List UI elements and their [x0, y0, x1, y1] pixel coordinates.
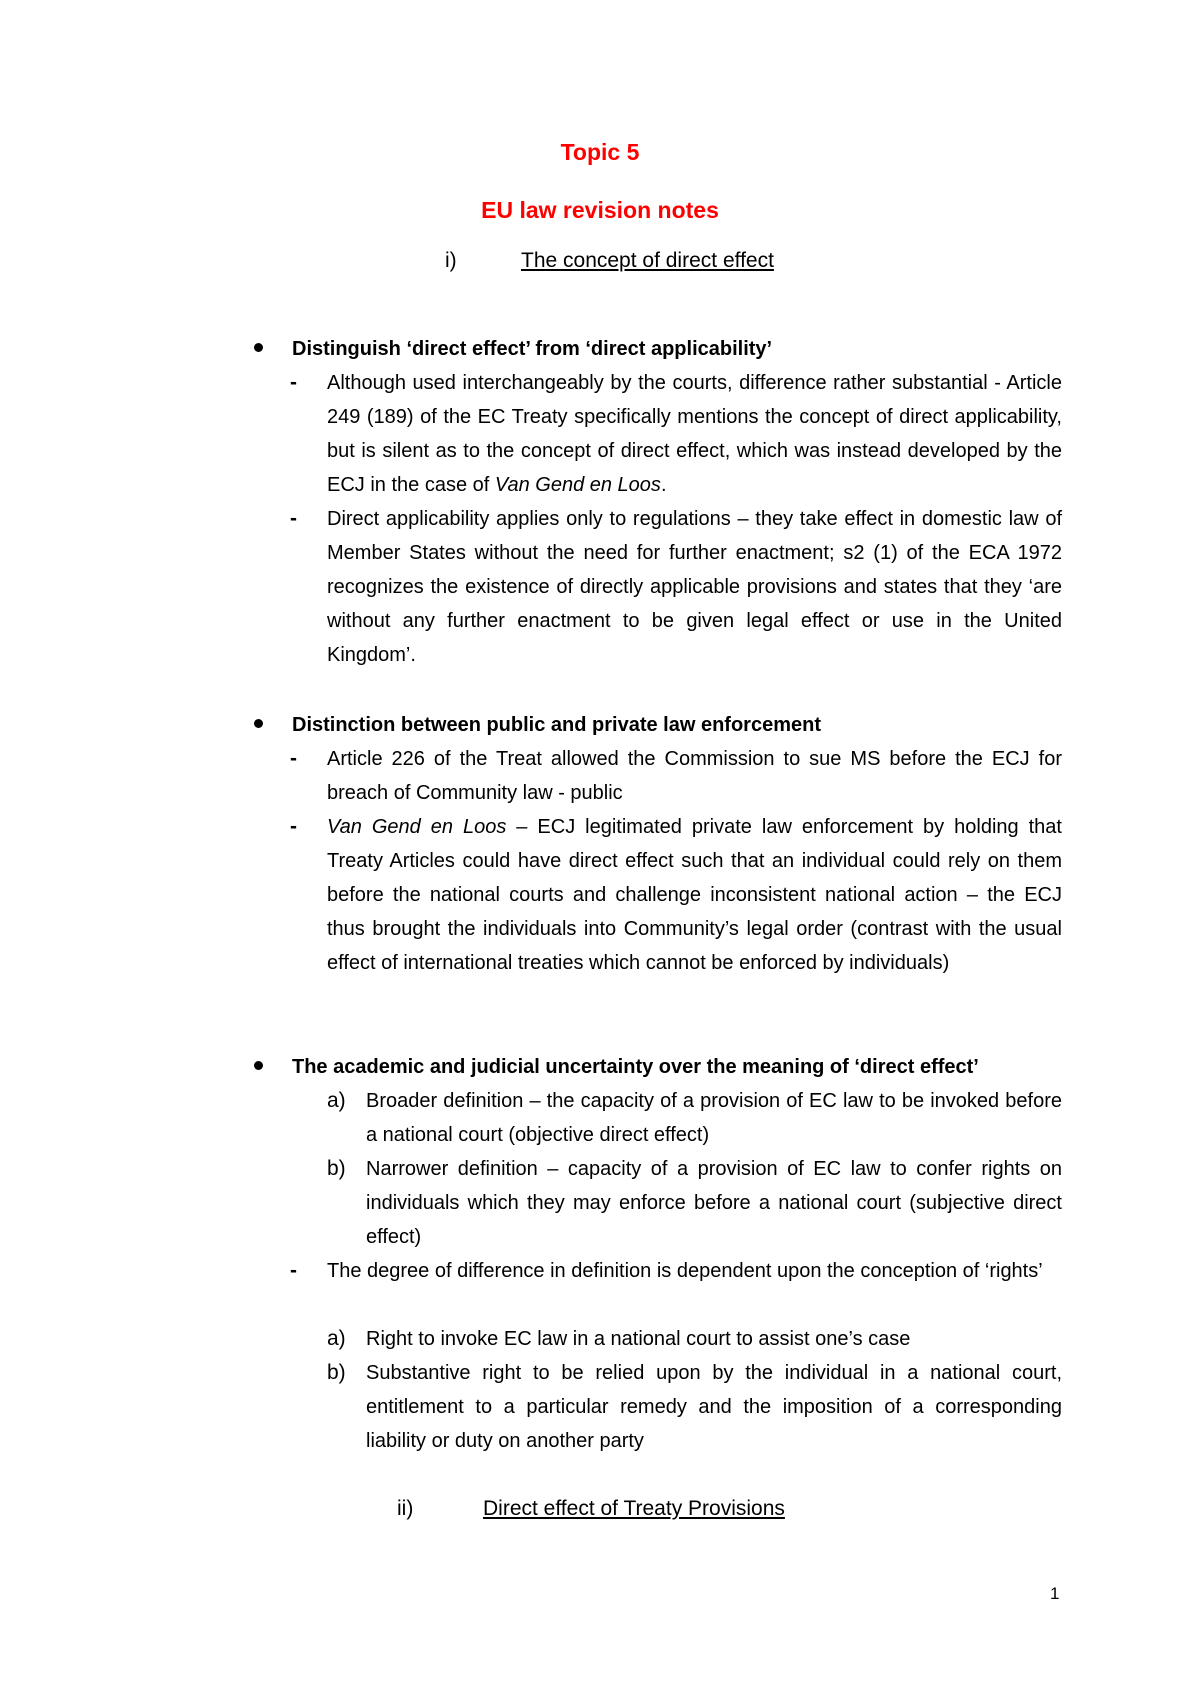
- page-number: 1: [1050, 1584, 1060, 1603]
- letter-marker: b): [327, 1361, 346, 1384]
- list-item: Broader definition – the capacity of a provision of EC law to be invoked before a national court (objective direct effect): [366, 1090, 1062, 1146]
- dash-marker: -: [290, 815, 297, 838]
- bullet-heading: Distinction between public and private law enforcement: [292, 714, 821, 736]
- letter-marker: a): [327, 1089, 346, 1112]
- list-item: [327, 810, 1062, 980]
- item-text: – ECJ legitimated private law enforcement by holding that Treaty Articles could have direct effect such that an individual could rely on them before the national courts and challenge inconsistent national action – the ECJ thus brought the individuals into Community’s legal order (contrast with the usual effect of international treaties which cannot be enforced by individuals): [327, 816, 1062, 974]
- list-item: Substantive right to be relied upon by the individual in a national court, entitlement to a particular remedy and the imposition of a corresponding liability or duty on another party: [366, 1362, 1062, 1452]
- list-item: Article 226 of the Treat allowed the Commission to sue MS before the ECJ for breach of Community law - public: [327, 748, 1062, 804]
- section-number: i): [445, 249, 457, 272]
- list-item: [327, 366, 1062, 502]
- list-item: Right to invoke EC law in a national court to assist one’s case: [366, 1328, 911, 1350]
- section-number: ii): [397, 1497, 414, 1520]
- bullet-icon: [254, 1061, 263, 1070]
- list-item: Narrower definition – capacity of a provision of EC law to confer rights on individuals which they may enforce before a national court (subjective direct effect): [366, 1158, 1062, 1248]
- document-title: EU law revision notes: [481, 197, 719, 223]
- dash-marker: -: [290, 507, 297, 530]
- item-text: .: [660, 474, 667, 496]
- list-item: Direct applicability applies only to regulations – they take effect in domestic law of Member States without the need for further enactment; s2 (1) of the ECA 1972 recognizes the existence of directly applicable provisions and states that they ‘are without any further enactment to be given legal effect or use in the United Kingdom’.: [327, 508, 1062, 666]
- bullet-heading: The academic and judicial uncertainty over the meaning of ‘direct effect’: [292, 1056, 979, 1078]
- letter-marker: b): [327, 1157, 346, 1180]
- bullet-icon: [254, 343, 263, 352]
- case-name: Van Gend en Loos: [494, 474, 661, 496]
- dash-marker: -: [290, 1259, 297, 1282]
- list-item: The degree of difference in definition is dependent upon the conception of ‘rights’: [327, 1260, 1043, 1282]
- dash-marker: -: [290, 371, 297, 394]
- case-name: Van Gend en Loos: [327, 816, 507, 838]
- dash-marker: -: [290, 747, 297, 770]
- item-text: Although used interchangeably by the courts, difference rather substantial - Article 249 (189) of the EC Treaty specifically mentions the concept of direct applicability, but is silent as to the concept of direct effect, which was instead developed by the ECJ in the case of: [327, 372, 1062, 496]
- topic-title: Topic 5: [560, 139, 640, 165]
- bullet-heading: Distinguish ‘direct effect’ from ‘direct applicability’: [292, 338, 773, 360]
- section-title: The concept of direct effect: [521, 249, 774, 272]
- letter-marker: a): [327, 1327, 346, 1350]
- bullet-icon: [254, 719, 263, 728]
- section-title: Direct effect of Treaty Provisions: [483, 1497, 785, 1520]
